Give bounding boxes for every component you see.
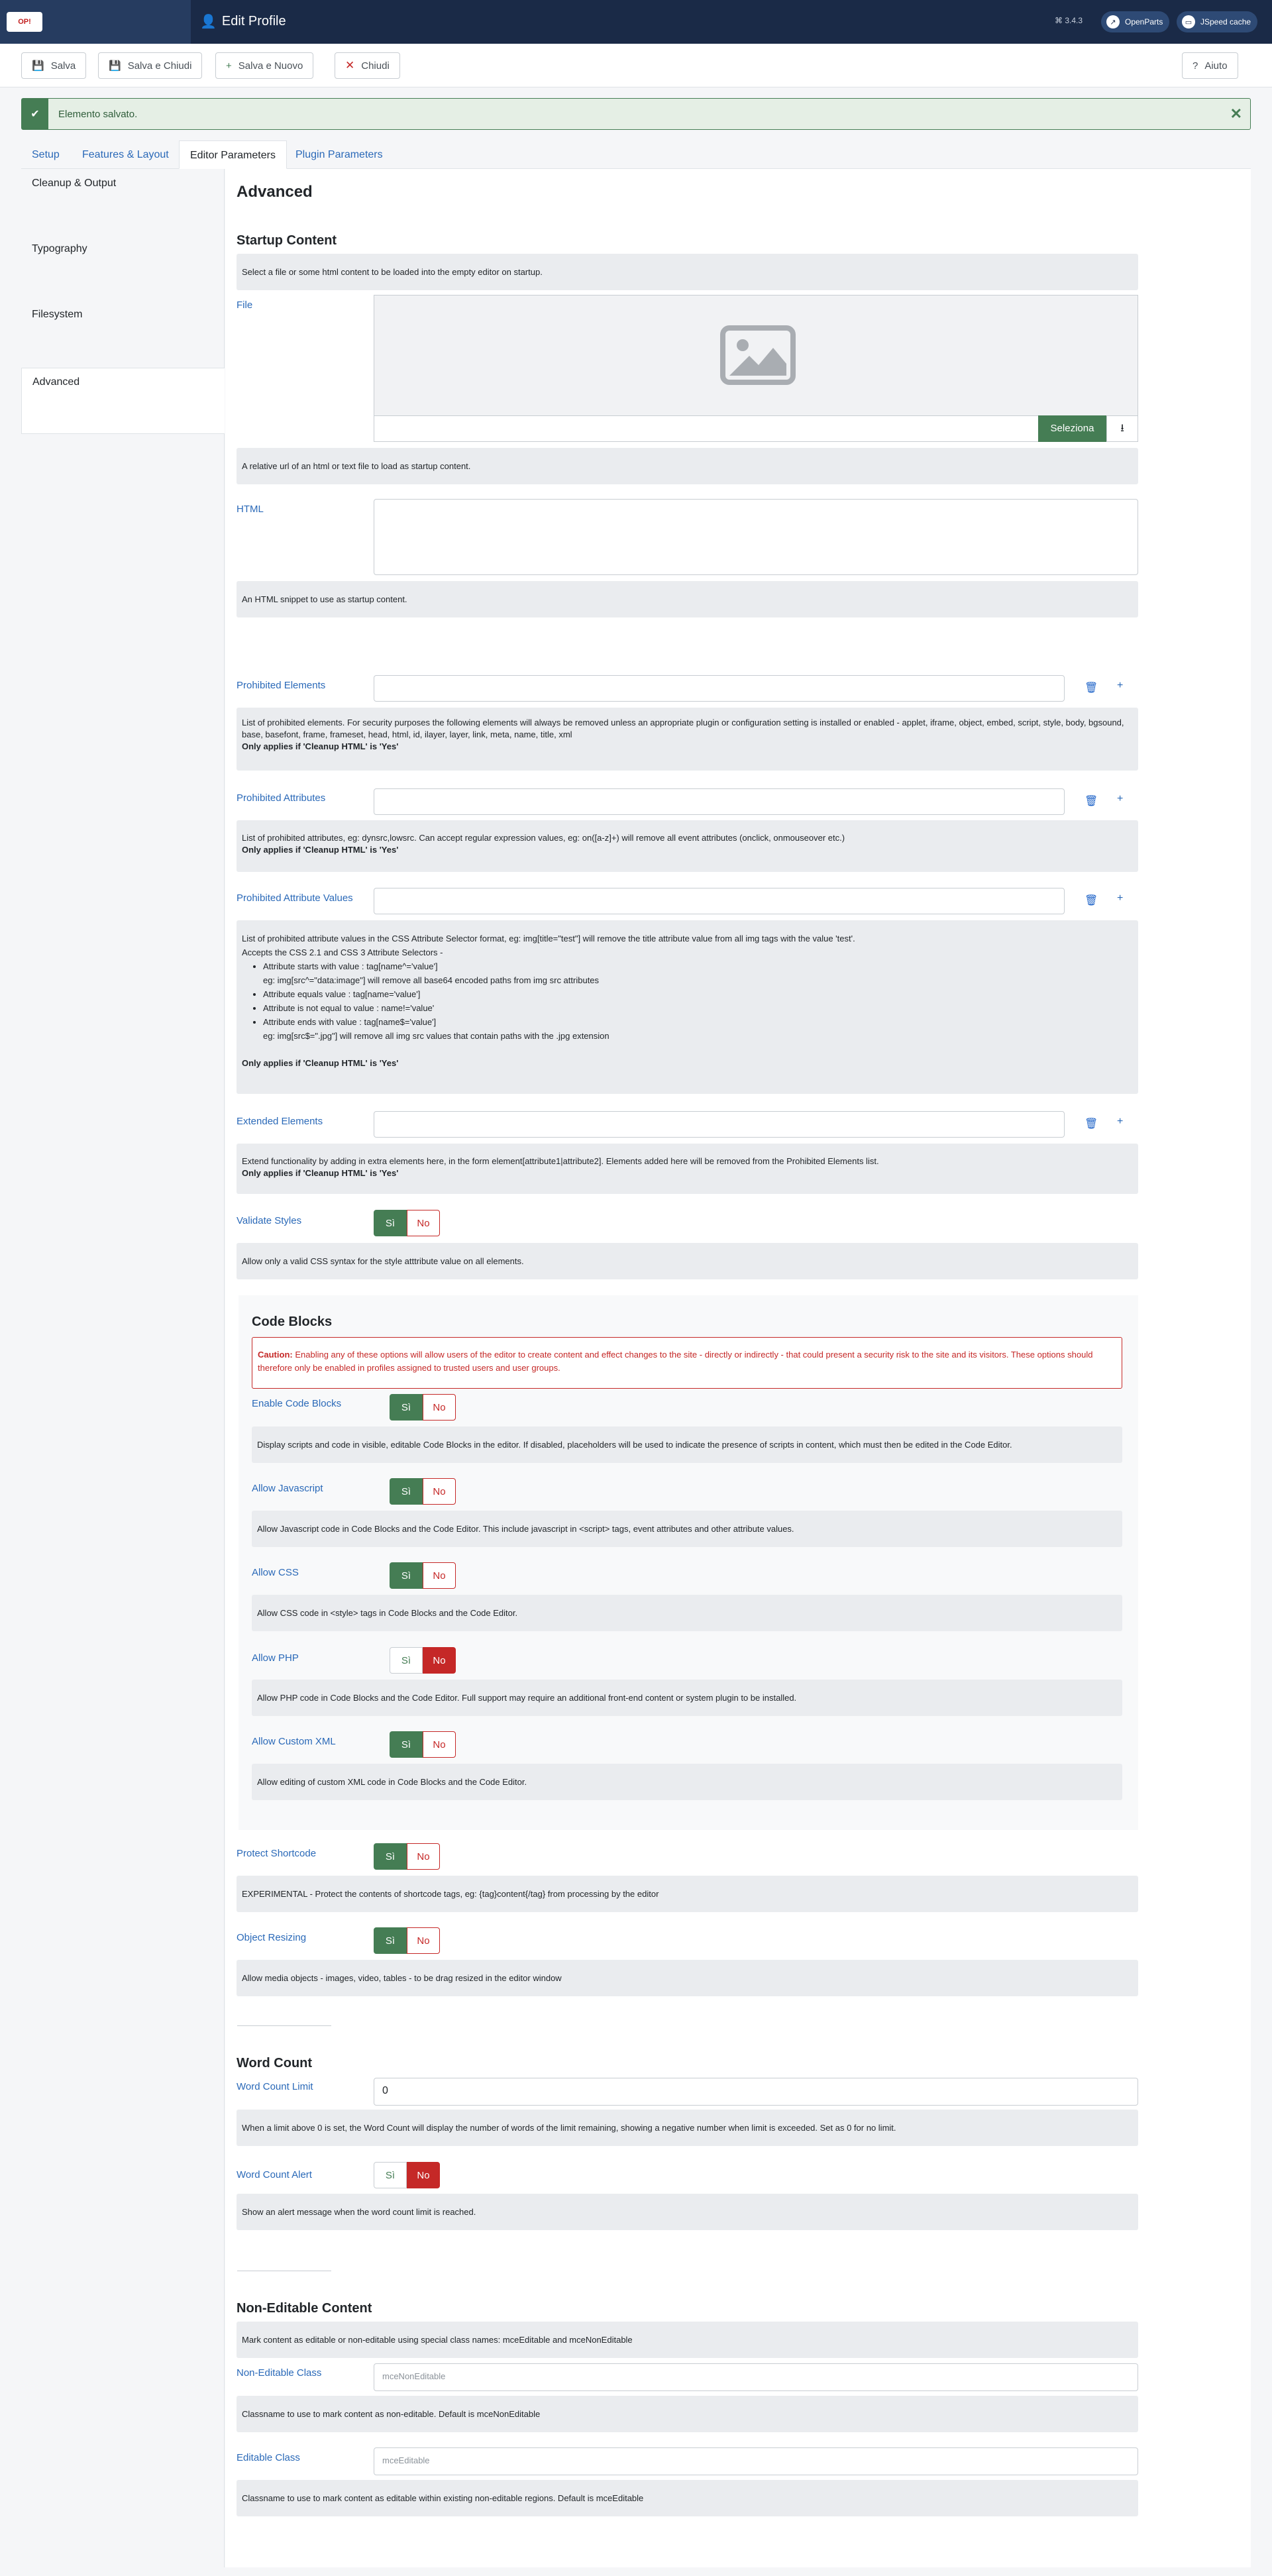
openparts-button[interactable]: ↗ OpenParts: [1101, 11, 1169, 32]
sidebar-item-cleanup-output[interactable]: Cleanup & Output: [32, 178, 117, 189]
word-count-limit-label: Word Count Limit: [237, 2081, 313, 2092]
enable-code-blocks-desc: Display scripts and code in visible, editable Code Blocks in the editor. If disabled, placeholders will be used to indicate the presence of scripts in content, which must then be edited in the Code Editor.: [252, 1426, 1122, 1463]
tab-bar: [21, 140, 1251, 169]
word-count-alert-label: Word Count Alert: [237, 2169, 312, 2180]
close-alert-icon[interactable]: ✕: [1230, 105, 1242, 122]
prohibited-elements-input[interactable]: [374, 675, 1065, 702]
logo: OP!: [7, 12, 42, 32]
editable-class-input[interactable]: mceEditable: [374, 2447, 1138, 2475]
html-textarea[interactable]: [374, 499, 1138, 575]
prohibited-values-label: Prohibited Attribute Values: [237, 892, 353, 904]
allow-custom-xml-toggle[interactable]: [390, 1731, 456, 1758]
word-count-heading: Word Count: [237, 2056, 313, 2070]
toggle-yes[interactable]: Sì: [374, 1927, 407, 1954]
tab-features-layout[interactable]: Features & Layout: [82, 149, 169, 160]
add-icon[interactable]: +: [1117, 892, 1124, 904]
allow-custom-xml-desc: Allow editing of custom XML code in Code Blocks and the Code Editor.: [252, 1764, 1122, 1800]
divider: [237, 2025, 331, 2026]
plus-icon: +: [226, 60, 232, 72]
jspeed-cache-button[interactable]: ▭ JSpeed cache: [1177, 11, 1257, 32]
noneditable-intro: Mark content as editable or non-editable using special class names: mceEditable and mceNonEditable: [237, 2322, 1138, 2358]
enable-code-blocks-toggle[interactable]: [390, 1394, 456, 1421]
extended-elements-desc: Extend functionality by adding in extra elements here, in the form element[attribute1|attribute2]. Elements added here will be removed from the Prohibited Elements list. Only applies if 'Cleanup HTML' is 'Yes': [237, 1144, 1138, 1194]
prohibited-attributes-label: Prohibited Attributes: [237, 792, 326, 804]
toggle-yes[interactable]: Sì: [374, 1843, 407, 1870]
allow-custom-xml-label: Allow Custom XML: [252, 1736, 336, 1747]
toggle-yes[interactable]: Sì: [390, 1394, 423, 1421]
file-preview: [374, 295, 1138, 416]
validate-styles-desc: Allow only a valid CSS syntax for the style atttribute value on all elements.: [237, 1243, 1138, 1279]
file-desc: A relative url of an html or text file to load as startup content.: [237, 448, 1138, 484]
select-file-button[interactable]: Seleziona: [1038, 415, 1106, 442]
page-title: 👤 Edit Profile: [200, 14, 286, 29]
toggle-no[interactable]: No: [423, 1394, 456, 1421]
allow-javascript-toggle[interactable]: [390, 1478, 456, 1505]
object-resizing-label: Object Resizing: [237, 1932, 307, 1943]
noneditable-class-input[interactable]: mceNonEditable: [374, 2363, 1138, 2391]
protect-shortcode-label: Protect Shortcode: [237, 1848, 317, 1859]
tab-setup[interactable]: Setup: [32, 149, 60, 160]
extended-elements-input[interactable]: [374, 1111, 1065, 1138]
editable-class-label: Editable Class: [237, 2452, 300, 2463]
save-new-button[interactable]: + Salva e Nuovo: [215, 52, 313, 79]
success-alert: [21, 98, 1251, 130]
enable-code-blocks-label: Enable Code Blocks: [252, 1398, 342, 1409]
toggle-yes[interactable]: Sì: [390, 1731, 423, 1758]
prohibited-attributes-input[interactable]: [374, 788, 1065, 815]
allow-javascript-label: Allow Javascript: [252, 1483, 323, 1494]
trash-icon: ▭: [1182, 15, 1195, 28]
toggle-yes[interactable]: Sì: [390, 1478, 423, 1505]
image-placeholder-icon: [720, 325, 796, 385]
word-count-limit-input[interactable]: 0: [374, 2078, 1138, 2106]
sidebar-item-advanced[interactable]: Advanced: [21, 368, 225, 434]
object-resizing-toggle[interactable]: [374, 1927, 440, 1954]
toggle-yes[interactable]: Sì: [390, 1647, 423, 1674]
sidebar-item-typography[interactable]: Typography: [32, 243, 87, 254]
logo-area[interactable]: [0, 0, 191, 44]
html-desc: An HTML snippet to use as startup content.: [237, 581, 1138, 617]
save-close-button[interactable]: 💾 Salva e Chiudi: [98, 52, 202, 79]
prohibited-elements-desc: List of prohibited elements. For security purposes the following elements will always be removed unless an appropriate plugin or configuration setting is installed or enabled - applet, iframe, object, embed, script, style, body, bgsound, base, basefont, frame, frameset, head, html, id, ilayer, layer, link, meta, name, title, xml Only applies if 'Cleanup HTML' is 'Yes': [237, 708, 1138, 771]
selector-list: • Attribute starts with value : tag[name^='value'] eg: img[src^="data:image"] will remove all base64 encoded paths from img src attributes • Attribute equals value : tag[name='value'] • Attribute is not equal to value : name!='value' • Attribute ends with value : tag[name$='value'] eg: img[src$=".jpg"] will remove all img src values that contain paths with the .jpg extension: [263, 959, 1133, 1043]
save-icon: 💾: [32, 60, 44, 72]
html-label: HTML: [237, 504, 264, 515]
close-button[interactable]: ✕ Chiudi: [335, 52, 400, 79]
save-icon: 💾: [109, 60, 121, 72]
add-icon[interactable]: +: [1117, 680, 1124, 691]
version-label: ⌘ 3.4.3: [1055, 16, 1083, 25]
toggle-no[interactable]: No: [407, 1927, 440, 1954]
allow-php-toggle[interactable]: [390, 1647, 456, 1674]
code-blocks-heading: Code Blocks: [252, 1315, 333, 1329]
allow-css-label: Allow CSS: [252, 1567, 299, 1578]
file-url-input[interactable]: [374, 415, 1039, 442]
toggle-no[interactable]: No: [423, 1731, 456, 1758]
allow-javascript-desc: Allow Javascript code in Code Blocks and the Code Editor. This include javascript in <script> tags, event attributes and other attribute values.: [252, 1511, 1122, 1547]
noneditable-heading: Non-Editable Content: [237, 2301, 372, 2316]
allow-php-label: Allow PHP: [252, 1652, 299, 1664]
upload-icon[interactable]: ⭳: [1106, 415, 1138, 442]
caution-box: Caution: Enabling any of these options will allow users of the editor to create content and effect changes to the site - directly or indirectly - that could present a security risk to the site and its visitors. These options should therefore only be enabled in profiles assigned to trusted users and user groups.: [252, 1337, 1122, 1389]
noneditable-class-desc: Classname to use to mark content as non-editable. Default is mceNonEditable: [237, 2396, 1138, 2432]
word-count-alert-toggle[interactable]: [374, 2162, 440, 2188]
external-link-icon: ↗: [1106, 15, 1120, 28]
word-count-alert-desc: Show an alert message when the word count limit is reached.: [237, 2194, 1138, 2230]
toggle-no[interactable]: No: [407, 1210, 440, 1236]
help-button[interactable]: ? Aiuto: [1182, 52, 1238, 79]
prohibited-elements-label: Prohibited Elements: [237, 680, 326, 691]
toggle-yes[interactable]: Sì: [390, 1562, 423, 1589]
noneditable-class-label: Non-Editable Class: [237, 2367, 322, 2379]
tab-editor-parameters[interactable]: Editor Parameters: [179, 140, 287, 169]
toggle-no[interactable]: No: [407, 2162, 440, 2188]
prohibited-values-desc: List of prohibited attribute values in the CSS Attribute Selector format, eg: img[title="test"] will remove the title attribute value from all img tags with the value 'test'. Accepts the CSS 2.1 and CSS 3 Attribute Selectors - • Attribute starts with value : tag[name^='value'] eg: img[src^="data:image"] will remove all base64 encoded paths from img src attributes • Attribute equals value : tag[name='value'] • Attribute is not equal to value : name!='value' • Attribute ends with value : tag[name$='value'] eg: img[src$=".jpg"] will remove all img src values that contain paths with the .jpg extension Only applies if 'Cleanup HTML' is 'Yes': [237, 920, 1138, 1094]
sidebar-item-filesystem[interactable]: Filesystem: [32, 309, 83, 320]
toggle-yes[interactable]: Sì: [374, 2162, 407, 2188]
prohibited-attributes-desc: List of prohibited attributes, eg: dynsrc,lowsrc. Can accept regular expression values, eg: on([a-z]+) will remove all event attributes (onclick, onmouseover etc.) Only applies if 'Cleanup HTML' is 'Yes': [237, 820, 1138, 872]
toggle-no[interactable]: No: [407, 1843, 440, 1870]
object-resizing-desc: Allow media objects - images, video, tables - to be drag resized in the editor window: [237, 1960, 1138, 1996]
file-label: File: [237, 299, 253, 311]
trash-icon[interactable]: 🗑: [1085, 1118, 1098, 1130]
trash-icon[interactable]: 🗑: [1085, 796, 1098, 807]
validate-styles-toggle[interactable]: [374, 1210, 440, 1236]
startup-intro: Select a file or some html content to be loaded into the empty editor on startup.: [237, 254, 1138, 290]
tab-plugin-parameters[interactable]: Plugin Parameters: [295, 149, 383, 160]
startup-heading: Startup Content: [237, 233, 337, 248]
toggle-no[interactable]: No: [423, 1478, 456, 1505]
toolbar: [0, 44, 1272, 87]
user-icon: 👤: [200, 15, 217, 29]
alert-message: Elemento salvato.: [58, 109, 138, 120]
trash-icon[interactable]: 🗑: [1085, 895, 1098, 906]
question-icon: ?: [1192, 60, 1198, 72]
header-bar: [0, 0, 1272, 44]
prohibited-values-input[interactable]: [374, 888, 1065, 914]
validate-styles-label: Validate Styles: [237, 1215, 302, 1226]
add-icon[interactable]: +: [1117, 1116, 1124, 1127]
trash-icon[interactable]: 🗑: [1085, 682, 1098, 694]
allow-css-desc: Allow CSS code in <style> tags in Code Blocks and the Code Editor.: [252, 1595, 1122, 1631]
sidebar: [21, 169, 225, 2567]
toggle-no[interactable]: No: [423, 1562, 456, 1589]
section-title: Advanced: [237, 183, 313, 201]
extended-elements-label: Extended Elements: [237, 1116, 323, 1127]
add-icon[interactable]: +: [1117, 793, 1124, 804]
allow-css-toggle[interactable]: [390, 1562, 456, 1589]
save-button[interactable]: 💾 Salva: [21, 52, 86, 79]
toggle-yes[interactable]: Sì: [374, 1210, 407, 1236]
word-count-limit-desc: When a limit above 0 is set, the Word Count will display the number of words of the limit remaining, showing a negative number when limit is exceeded. Set as 0 for no limit.: [237, 2110, 1138, 2146]
close-icon: ✕: [345, 59, 355, 72]
protect-shortcode-toggle[interactable]: [374, 1843, 440, 1870]
check-icon: ✔: [22, 99, 48, 129]
allow-php-desc: Allow PHP code in Code Blocks and the Code Editor. Full support may require an additional front-end content or system plugin to be installed.: [252, 1680, 1122, 1716]
editable-class-desc: Classname to use to mark content as editable within existing non-editable regions. Default is mceEditable: [237, 2480, 1138, 2516]
protect-shortcode-desc: EXPERIMENTAL - Protect the contents of shortcode tags, eg: {tag}content{/tag} from processing by the editor: [237, 1876, 1138, 1912]
toggle-no[interactable]: No: [423, 1647, 456, 1674]
